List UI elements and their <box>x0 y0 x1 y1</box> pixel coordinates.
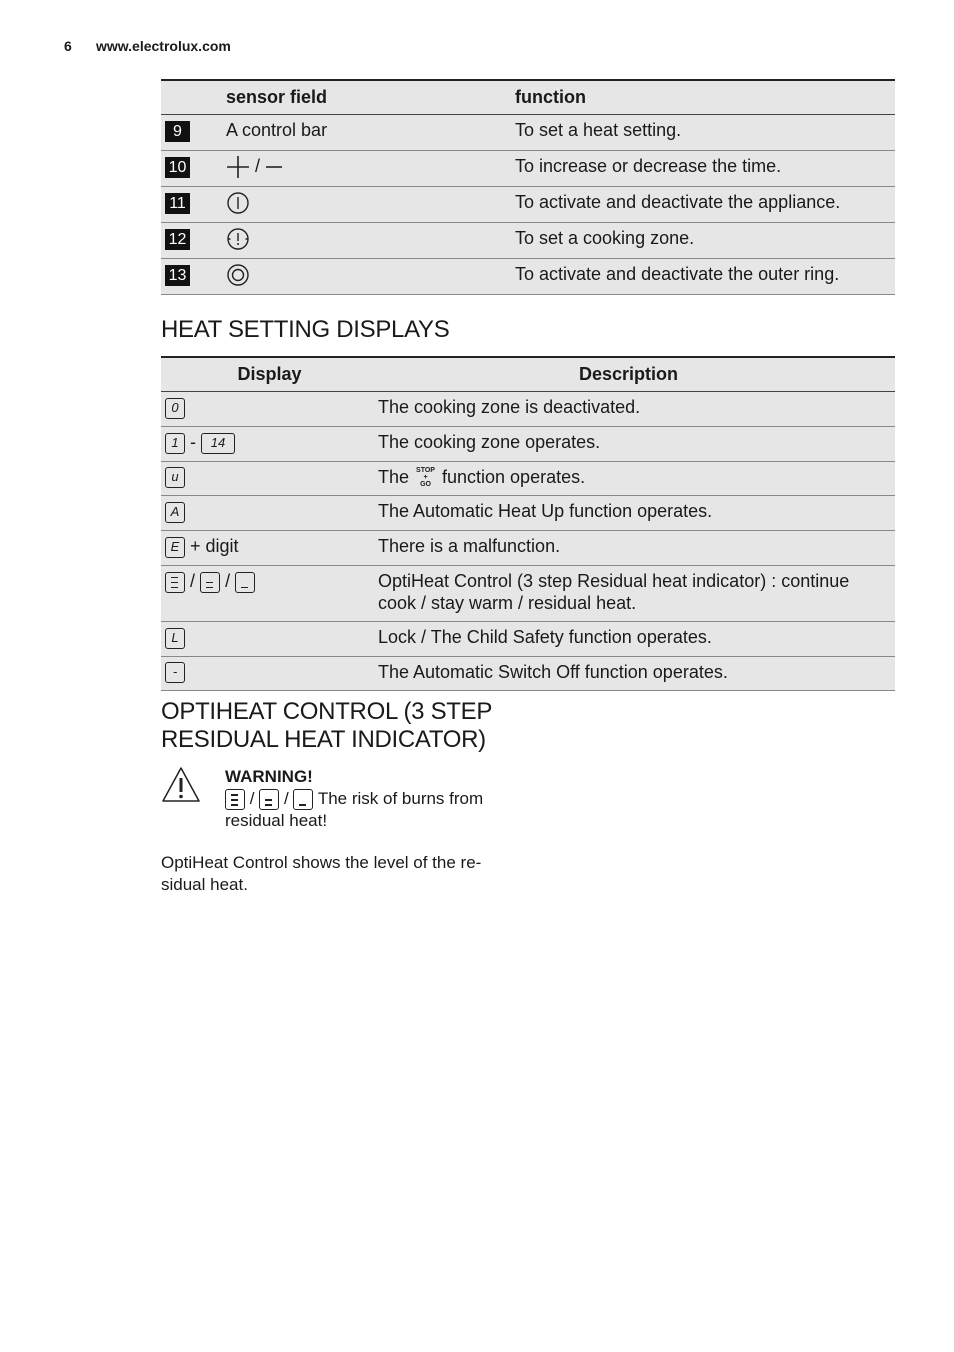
cooking-zone-select-icon <box>226 227 250 251</box>
table-row <box>161 426 895 461</box>
sensor-field: A control bar <box>226 115 515 151</box>
display-digit-icon: 0 <box>165 398 185 419</box>
section-title-optiheat: OPTIHEAT CONTROL (3 STEP RESIDUAL HEAT INDICATOR) <box>161 698 493 753</box>
table-row <box>161 496 895 531</box>
display-digit-icon: 14 <box>201 433 235 454</box>
residual-heat-medium-icon <box>200 572 220 593</box>
row-number: 13 <box>165 265 190 286</box>
outer-ring-icon <box>226 263 250 287</box>
residual-heat-high-icon <box>225 789 245 810</box>
power-on-off-icon <box>226 191 250 215</box>
minus-icon <box>265 155 283 179</box>
description-text: function operates. <box>442 466 586 487</box>
display-digit-icon: u <box>165 467 185 488</box>
function-text: To activate and deactivate the outer ring. <box>515 259 895 295</box>
warning-text: residual heat! <box>225 811 328 831</box>
description-text: There is a malfunction. <box>378 531 895 566</box>
slash-separator: / <box>190 570 196 591</box>
display-digit-icon: E <box>165 537 185 558</box>
sensor-field-table <box>161 79 895 295</box>
residual-heat-low-icon <box>235 572 255 593</box>
function-text: To set a heat setting. <box>515 115 895 151</box>
description-text: The Automatic Switch Off function operates. <box>378 656 895 691</box>
row-number: 11 <box>165 193 190 214</box>
function-text: To set a cooking zone. <box>515 223 895 259</box>
plus-icon <box>226 155 250 179</box>
stop-go-icon: STOP + GO <box>416 467 435 489</box>
table-row <box>161 259 895 295</box>
display-digit-icon: - <box>165 662 185 683</box>
description-text: The cooking zone operates. <box>378 426 895 461</box>
warning-text: The risk of burns from <box>317 789 484 808</box>
table-row <box>161 621 895 656</box>
heat-setting-table <box>161 356 895 691</box>
residual-heat-high-icon <box>165 572 185 593</box>
description-text: The Automatic Heat Up function operates. <box>378 496 895 531</box>
warning-block <box>225 766 525 832</box>
table-row <box>161 115 895 151</box>
website-url[interactable]: www.electrolux.com <box>96 38 231 54</box>
table-row <box>161 151 895 187</box>
description-text: Lock / The Child Safety function operates. <box>378 621 895 656</box>
page-number: 6 <box>64 38 72 54</box>
col-header-description: Description <box>378 357 895 392</box>
description-text: The <box>378 466 410 487</box>
display-digit-icon: A <box>165 502 185 523</box>
section-title-heat-setting-displays: HEAT SETTING DISPLAYS <box>161 316 450 343</box>
function-text: To increase or decrease the time. <box>515 151 895 187</box>
page-header <box>64 38 231 54</box>
col-header-display: Display <box>161 357 378 392</box>
warning-label: WARNING! <box>225 767 313 786</box>
table-row <box>161 223 895 259</box>
table-row <box>161 392 895 427</box>
range-separator: - <box>190 431 197 452</box>
display-suffix: + digit <box>190 536 239 556</box>
warning-triangle-icon <box>161 766 201 804</box>
display-digit-icon: 1 <box>165 433 185 454</box>
residual-heat-medium-icon <box>259 789 279 810</box>
table-row <box>161 565 895 621</box>
display-digit-icon: L <box>165 628 185 649</box>
function-text: To activate and deactivate the appliance. <box>515 187 895 223</box>
table-row <box>161 531 895 566</box>
row-number: 9 <box>165 121 190 142</box>
slash-separator: / <box>225 570 231 591</box>
description-text: The cooking zone is deactivated. <box>378 392 895 427</box>
col-header-function: function <box>515 80 895 115</box>
optiheat-description: OptiHeat Control shows the level of the re- sidual heat. <box>161 853 482 894</box>
slash-separator: / <box>249 789 255 808</box>
row-number: 10 <box>165 157 190 178</box>
table-row <box>161 187 895 223</box>
row-number: 12 <box>165 229 190 250</box>
col-header-sensor-field: sensor field <box>226 80 515 115</box>
table-row <box>161 656 895 691</box>
residual-heat-low-icon <box>293 789 313 810</box>
plus-minus-separator: / <box>255 156 261 176</box>
slash-separator: / <box>283 789 289 808</box>
description-text: OptiHeat Control (3 step Residual heat indicator) : continue cook / stay warm / residual heat. <box>378 565 895 621</box>
table-row <box>161 461 895 496</box>
